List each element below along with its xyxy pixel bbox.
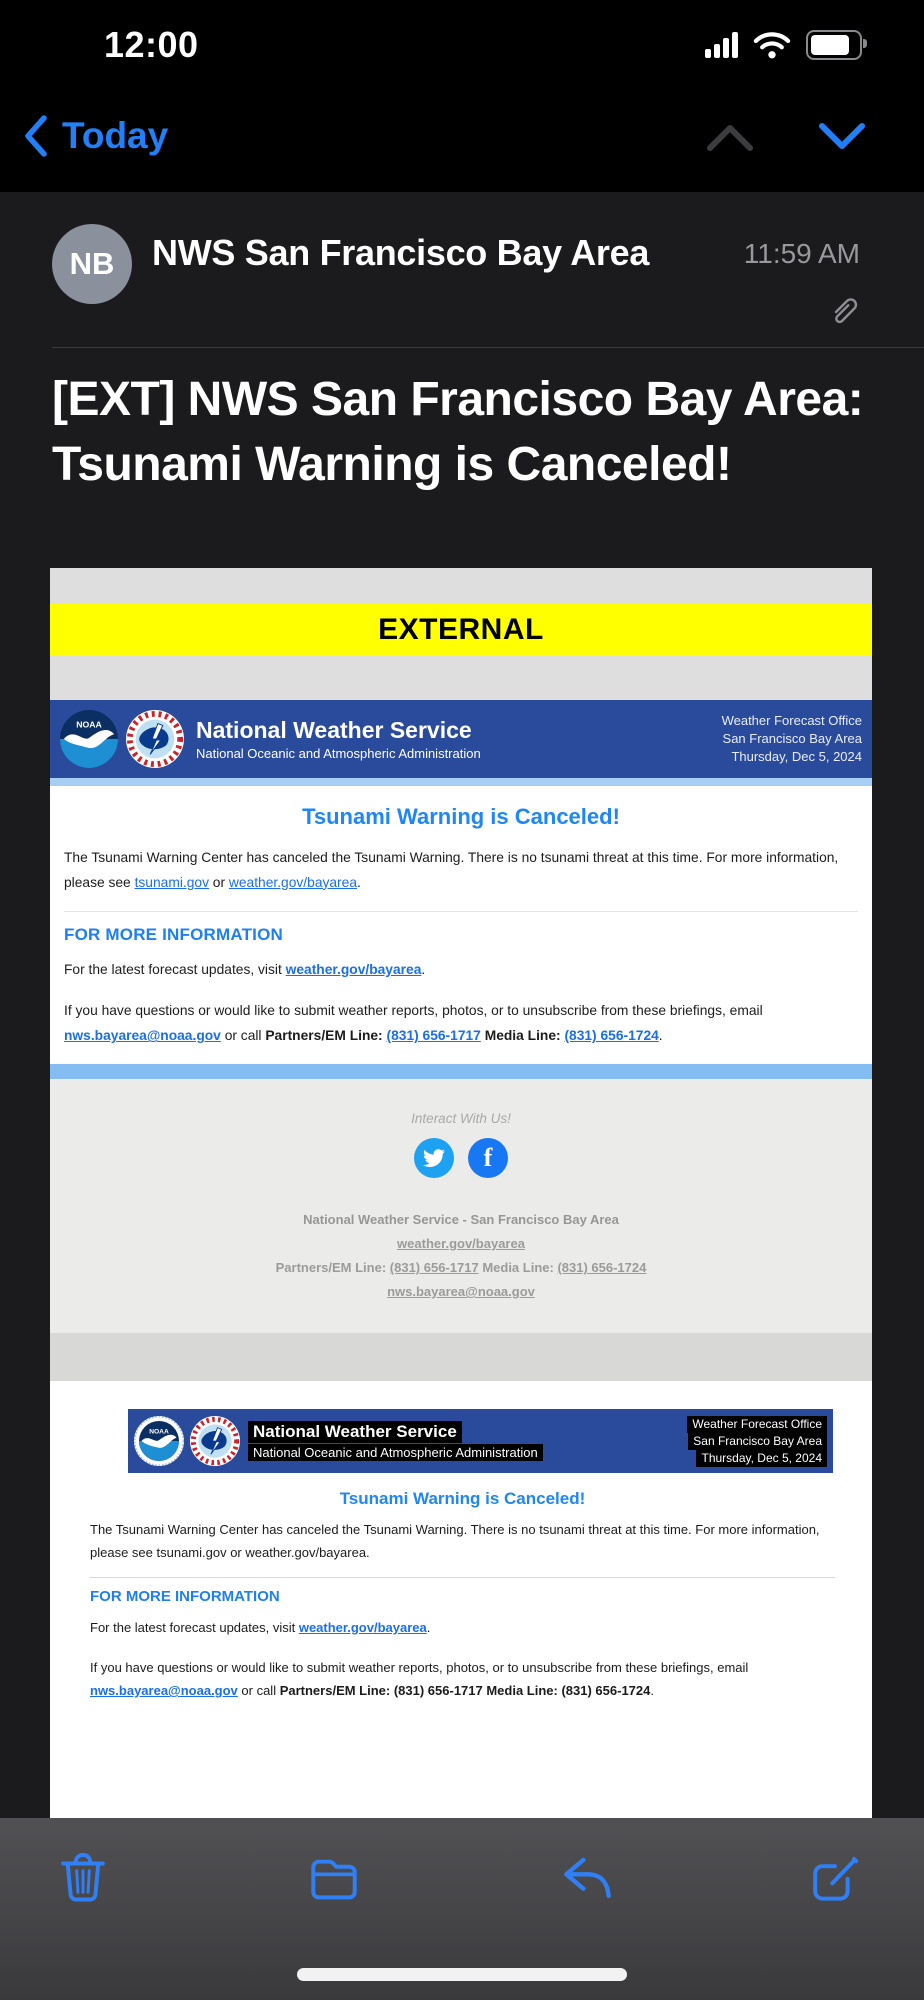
plain-office-date: Thursday, Dec 5, 2024 (696, 1450, 827, 1467)
nws-email-link[interactable]: nws.bayarea@noaa.gov (64, 1028, 221, 1044)
office-date: Thursday, Dec 5, 2024 (731, 749, 862, 765)
svg-text:NOAA: NOAA (76, 719, 102, 730)
interact-label: Interact With Us! (411, 1111, 511, 1127)
section-heading: FOR MORE INFORMATION (64, 924, 283, 944)
plain-nws-email-link[interactable]: nws.bayarea@noaa.gov (90, 1683, 238, 1699)
sender-name[interactable]: NWS San Francisco Bay Area (152, 232, 650, 273)
wifi-icon (752, 30, 792, 60)
section-divider (64, 911, 858, 912)
email-gap-strip (50, 656, 872, 700)
cellular-signal-icon (705, 32, 738, 58)
back-chevron-icon (22, 114, 48, 158)
email-footer (50, 1079, 872, 1333)
previous-message-chevron-icon[interactable] (704, 120, 756, 154)
back-button[interactable] (22, 114, 168, 158)
plain-paragraph-2: For the latest forecast updates, visit weather.gov/bayarea. (90, 1619, 431, 1635)
folder-icon[interactable] (307, 1850, 361, 1904)
plain-weather-gov-link[interactable]: weather.gov/bayarea (298, 1619, 427, 1635)
plain-office-name: Weather Forecast Office (687, 1416, 827, 1433)
email-top-strip (50, 568, 872, 604)
message-header (0, 192, 924, 348)
facebook-f-icon: f (483, 1143, 493, 1173)
twitter-bird-icon (423, 1147, 445, 1169)
footer-partners-phone[interactable]: (831) 656-1717 (389, 1260, 479, 1276)
email-paragraph-1: The Tsunami Warning Center has canceled the Tsunami Warning. There is no tsunami threat at this time. For more information, please see tsunami.gov or weather.gov/bayarea. (64, 850, 839, 890)
received-time: 11:59 AM (743, 238, 860, 269)
twitter-button[interactable] (414, 1138, 454, 1178)
noaa-logo-small (134, 1416, 184, 1466)
status-time: 12:00 (104, 24, 199, 65)
plain-office-area: San Francisco Bay Area (688, 1433, 827, 1450)
plain-section-heading: FOR MORE INFORMATION (90, 1587, 280, 1605)
footer-email-link[interactable]: nws.bayarea@noaa.gov (387, 1284, 535, 1300)
battery-icon (806, 30, 862, 60)
plain-nws-header (128, 1409, 833, 1473)
email-paragraph-3: If you have questions or would like to submit weather reports, photos, or to unsubscribe from these briefings, email nws.bayarea@noaa.gov or call Partners/EM Line: (831) 656-1717 Media Line: (831) 656-1724. (64, 1003, 763, 1044)
header-underline-strip (50, 778, 872, 786)
back-label: Today (62, 115, 169, 156)
trash-icon[interactable] (56, 1850, 110, 1904)
footer-divider-bar (50, 1064, 872, 1079)
plain-paragraph-1: The Tsunami Warning Center has canceled the Tsunami Warning. There is no tsunami threat at this time. For more information, please see tsunami.gov or weather.gov/bayarea. (90, 1522, 820, 1560)
weather-gov-bayarea-link[interactable]: weather.gov/bayarea (228, 874, 357, 890)
nav-bar (0, 96, 924, 192)
footer-media-phone[interactable]: (831) 656-1724 (557, 1260, 647, 1276)
footer-bottom-strip (50, 1333, 872, 1381)
email-headline: Tsunami Warning is Canceled! (302, 804, 620, 829)
attachment-paperclip-icon (828, 294, 858, 326)
noaa-logo (60, 710, 118, 768)
external-label: EXTERNAL (378, 613, 544, 646)
email-paragraph-2: For the latest forecast updates, visit weather.gov/bayarea. (64, 961, 426, 977)
subject-title: [EXT] NWS San Francisco Bay Area: Tsunami Warning is Canceled! (52, 373, 864, 491)
header-divider (52, 347, 924, 348)
tsunami-gov-link[interactable]: tsunami.gov (134, 874, 209, 890)
status-bar (0, 0, 924, 96)
compose-icon[interactable] (808, 1850, 862, 1904)
plain-org-title: National Weather Service (248, 1421, 462, 1443)
plain-paragraph-3: If you have questions or would like to submit weather reports, photos, or to unsubscribe from these briefings, email nws.bayarea@noaa.gov or call Partners/EM Line: (831) 656-1717 Media Line: (831) 656-1724. (90, 1660, 749, 1699)
footer-org-line: National Weather Service - San Francisco Bay Area (303, 1212, 619, 1228)
external-banner (50, 604, 872, 656)
weather-gov-bayarea-link-2[interactable]: weather.gov/bayarea (285, 961, 422, 977)
nws-org-subtitle: National Oceanic and Atmospheric Administration (196, 745, 481, 761)
facebook-button[interactable] (468, 1138, 508, 1178)
plain-org-subtitle: National Oceanic and Atmospheric Administration (248, 1444, 543, 1461)
media-phone-link[interactable]: (831) 656-1724 (564, 1028, 659, 1044)
reply-icon[interactable] (560, 1850, 614, 1904)
sender-avatar[interactable]: NB (52, 224, 132, 304)
nws-org-title: National Weather Service (196, 717, 472, 744)
svg-text:NOAA: NOAA (149, 1428, 169, 1436)
partners-phone-link[interactable]: (831) 656-1717 (386, 1028, 481, 1044)
home-indicator[interactable] (297, 1968, 627, 1981)
office-name: Weather Forecast Office (721, 712, 862, 728)
next-message-chevron-icon[interactable] (816, 120, 868, 154)
footer-site-link[interactable]: weather.gov/bayarea (397, 1236, 525, 1252)
plain-headline: Tsunami Warning is Canceled! (339, 1489, 586, 1509)
plain-section-divider (90, 1577, 835, 1578)
bottom-toolbar (0, 1818, 924, 2000)
nws-seal-logo-small (190, 1416, 240, 1466)
email-body-card (50, 568, 872, 1818)
office-area: San Francisco Bay Area (722, 730, 862, 746)
footer-phones-line: Partners/EM Line: (831) 656-1717 Media Line: (831) 656-1724 (275, 1260, 647, 1276)
plain-text-copy (50, 1381, 872, 1703)
nws-seal-logo (126, 710, 184, 768)
nws-header-banner (50, 700, 872, 778)
